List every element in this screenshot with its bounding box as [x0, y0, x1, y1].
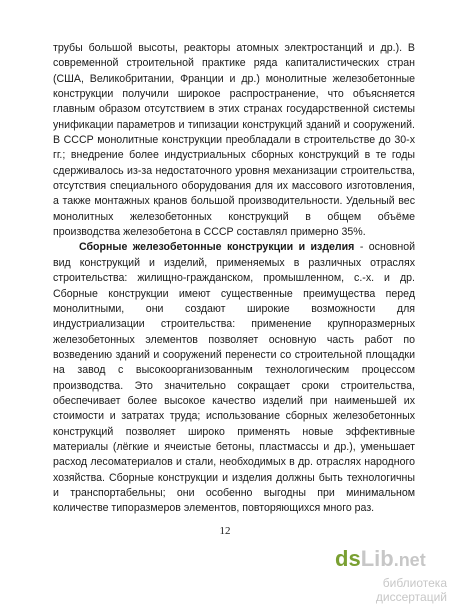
document-body: [53, 41, 415, 517]
page-number: 12: [219, 525, 231, 537]
dslib-watermark: [315, 546, 447, 604]
dslib-logo: dsLib.net: [335, 546, 426, 571]
dslib-subtitle: библиотека диссертаций: [375, 576, 447, 604]
paragraph-precast: [53, 240, 415, 516]
paragraph-precast-text: - основной вид конструкций и изделий, применяемых в различных отраслях строительства: жилищно-гражданском, промышленном, с.-х. и др. Сборные конструкции имеют существенные преимущества перед монолитными, они создают широкие возможности для индустриализации строительства: применение крупноразмерных железобетонных элементов позволяет основную часть работ по возведению зданий и сооружений перенести со строительной площадки на завод с высокоорганизованным технологическим процессом производства. Это значительно сокращает сроки строительства, обеспечивает более высокое качество изделий при наименьшей их стоимости и затратах труда; использование сборных железобетонных конструкций позволяет широко применять новые эффективные материалы (лёгкие и ячеистые бетоны, пластмассы и др.), уменьшает расход лесоматериалов и стали, необходимых в др. отраслях народного хозяйства. Сборные конструкции и изделия должны быть технологичны и транспортабельны; они особенно выгодны при минимальном количестве типоразмеров элементов, повторяющихся много раз.: [53, 241, 415, 515]
paragraph-monolithic: трубы большой высоты, реакторы атомных электростанций и др.). В современной строительной практике ряда капиталистических стран (США, Великобритании, Франции и др.) монолитные железобетонные конструкции получили широкое распространение, что объясняется главным образом отсутствием в этих странах государственной системы унификации параметров и типизации конструкций зданий и сооружений. В СССР монолитные конструкции преобладали в строительстве до 30-х гг.; внедрение более индустриальных сборных конструкций в те годы сдерживалось из-за недостаточного уровня механизации строительства, отсутствия специального оборудования для их массового изготовления, а также монтажных кранов большой производительности. Удельный вес монолитных железобетонных конструкций в общем объёме производства железобетона в СССР составлял примерно 35%.: [53, 42, 415, 239]
paragraph-precast-heading: Сборные железобетонные конструкции и изделия: [79, 241, 355, 254]
